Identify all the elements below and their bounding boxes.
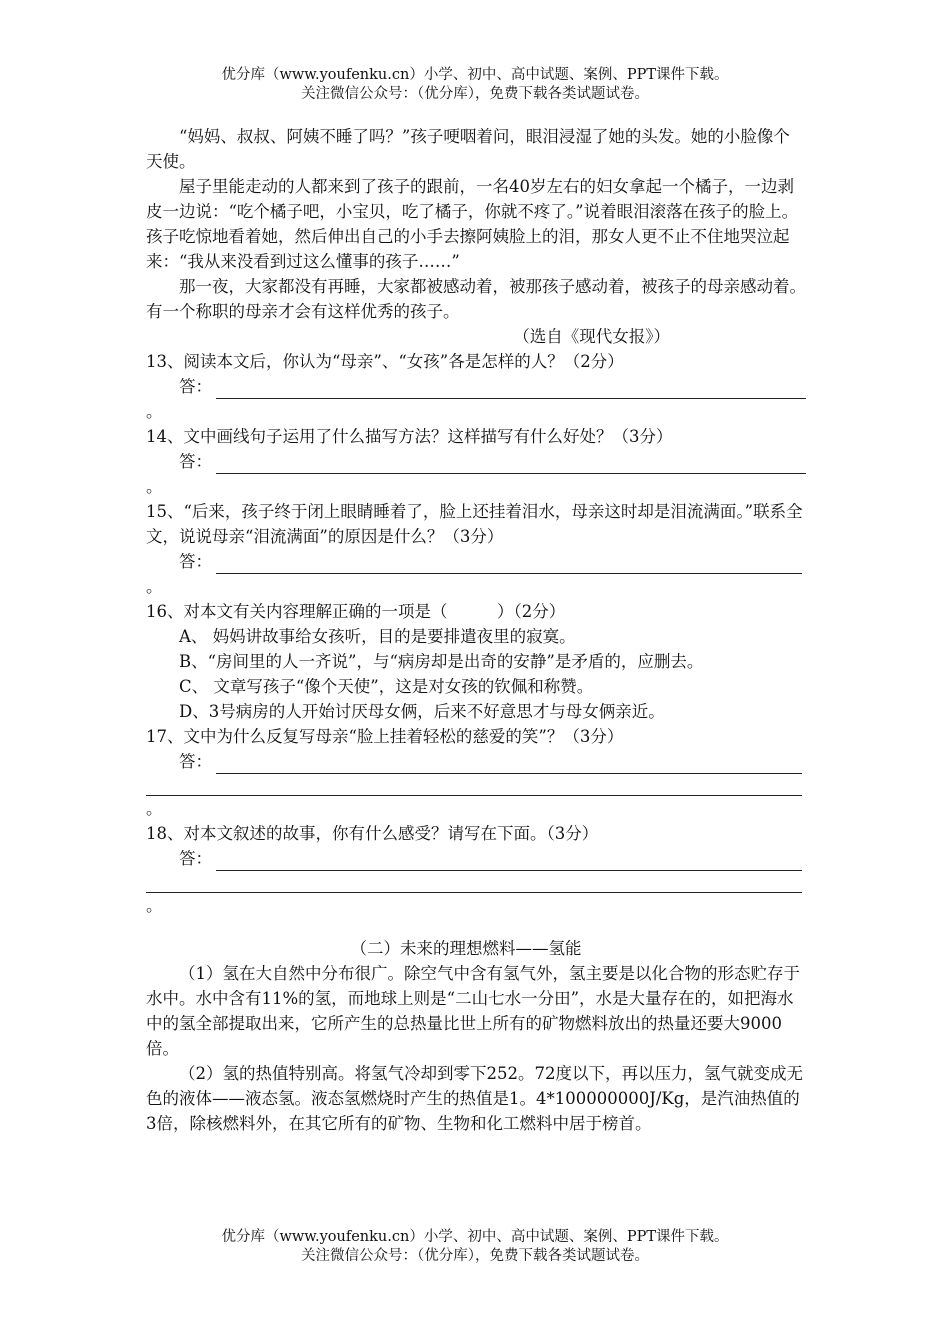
story-source: （选自《现代女报》）: [513, 327, 670, 346]
answer-label: 答：: [179, 377, 212, 396]
section-2-title: （二）未来的理想燃料——氢能: [350, 939, 582, 958]
answer-line-13[interactable]: [146, 374, 806, 399]
answer-label: 答：: [179, 452, 212, 471]
answer-end-mark: 。: [146, 477, 163, 496]
answer-line-18-extra[interactable]: [146, 871, 802, 893]
question-17: 17、文中为什么反复写母亲“脸上挂着轻松的慈爱的笑”？（3分）: [146, 727, 624, 746]
answer-line-17[interactable]: [146, 749, 806, 774]
section-2-paragraph-2: （2）氢的热值特别高。将氢气冷却到零下252。72度以下，再以压力，氢气就变成无色的液体——液态氢。液态氢燃烧时产生的热值是1。4*100000000J/Kg，是汽油热值的3倍，除核燃料外，在其它所有的矿物、生物和化工燃料中居于榜首。: [146, 1064, 803, 1133]
document-body: [146, 124, 806, 1136]
answer-end-mark: 。: [146, 577, 163, 596]
story-paragraph-2: 屋子里能走动的人都来到了孩子的跟前，一名40岁左右的妇女拿起一个橘子，一边剥皮一边说：“吃个橘子吧，小宝贝，吃了橘子，你就不疼了。”说着眼泪滚落在孩子的脸上。孩子吃惊地看着她，然后伸出自己的小手去擦阿姨脸上的泪，那女人更不止不住地哭泣起来：“我从来没看到过这么懂事的孩子……”: [146, 177, 799, 271]
footer-line-1: 优分库（www.youfenku.cn）小学、初中、高中试题、案例、PPT课件下载。: [221, 1229, 729, 1245]
answer-line-17-extra[interactable]: [146, 774, 802, 796]
question-13: 13、阅读本文后，你认为“母亲”、“女孩”各是怎样的人？（2分）: [146, 352, 624, 371]
page-header: [0, 66, 950, 104]
option-c[interactable]: C、 文章写孩子“像个天使”，这是对女孩的钦佩和称赞。: [179, 677, 594, 696]
footer-line-2: 关注微信公众号：（优分库），免费下载各类试题试卷。: [301, 1248, 649, 1264]
answer-label: 答：: [179, 752, 212, 771]
option-a[interactable]: A、 妈妈讲故事给女孩听，目的是要排遣夜里的寂寞。: [179, 627, 576, 646]
question-18: 18、对本文叙述的故事，你有什么感受？请写在下面。（3分）: [146, 824, 599, 843]
answer-end-mark: 。: [146, 896, 163, 915]
answer-end-mark: 。: [146, 799, 163, 818]
story-paragraph-3: 那一夜，大家都没有再睡，大家都被感动着，被那孩子感动着，被孩子的母亲感动着。有一个称职的母亲才会有这样优秀的孩子。: [146, 277, 806, 321]
answer-label: 答：: [179, 849, 212, 868]
page-footer: [0, 1228, 950, 1266]
option-b[interactable]: B、“房间里的人一齐说”，与“病房却是出奇的安静”是矛盾的，应删去。: [179, 652, 704, 671]
question-14: 14、文中画线句子运用了什么描写方法？这样描写有什么好处？（3分）: [146, 427, 673, 446]
section-2-paragraph-1: （1）氢在大自然中分布很广。除空气中含有氢气外，氢主要是以化合物的形态贮存于水中。水中含有11%的氢，而地球上则是“二山七水一分田”，水是大量存在的，如把海水中的氢全部提取出来，它所产生的总热量比世上所有的矿物燃料放出的热量还要大9000倍。: [146, 964, 800, 1058]
answer-line-15[interactable]: [146, 549, 806, 574]
option-d[interactable]: D、3号病房的人开始讨厌母女俩，后来不好意思才与母女俩亲近。: [179, 702, 665, 721]
story-paragraph-1: “妈妈、叔叔、阿姨不睡了吗？”孩子哽咽着问，眼泪浸湿了她的头发。她的小脸像个天使。: [146, 127, 790, 171]
answer-end-mark: 。: [146, 402, 163, 421]
answer-line-14[interactable]: [146, 449, 806, 474]
header-line-1: 优分库（www.youfenku.cn）小学、初中、高中试题、案例、PPT课件下载。: [221, 67, 729, 83]
question-16: 16、对本文有关内容理解正确的一项是（ ）（2分）: [146, 602, 566, 621]
header-line-2: 关注微信公众号：（优分库），免费下载各类试题试卷。: [301, 86, 649, 102]
answer-line-18[interactable]: [146, 846, 806, 871]
answer-label: 答：: [179, 552, 212, 571]
question-15: 15、“后来，孩子终于闭上眼睛睡着了，脸上还挂着泪水，母亲这时却是泪流满面。”联系全文，说说母亲“泪流满面”的原因是什么？（3分）: [146, 502, 803, 546]
